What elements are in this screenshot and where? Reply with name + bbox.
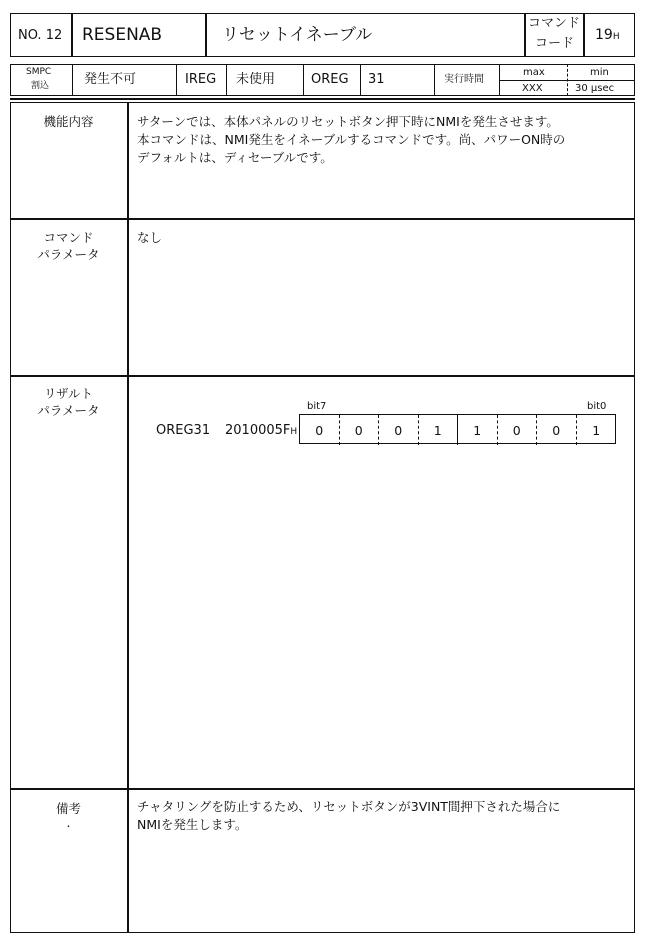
bit-cell: 0: [340, 415, 380, 445]
register-name: OREG31: [156, 423, 211, 438]
remarks-dot: .: [66, 815, 71, 830]
bit-field: [299, 414, 616, 444]
register-address: 2010005FH: [225, 423, 298, 438]
bit-cell: 0: [498, 415, 538, 445]
function-text: サターンでは、本体パネルのリセットボタン押下時にNMIを発生させます。 本コマンドは、NMI発生をイネーブルするコマンドです。尚、パワーON時の デフォルトは、ディセーブルです。: [137, 114, 566, 165]
min-label: min: [590, 67, 609, 78]
oreg-value: 31: [368, 72, 385, 87]
bit-cell: 1: [458, 415, 498, 445]
code-value: 19H: [595, 27, 620, 43]
bit-cell: 1: [419, 415, 459, 445]
code-label-2: コード: [535, 36, 575, 51]
exec-label: 実行時間: [444, 74, 484, 85]
result-param-label: リザルト パラメータ: [37, 386, 100, 418]
command-jp: リセットイネーブル: [222, 25, 373, 45]
bit-high-label: bit7: [307, 401, 327, 412]
max-label: max: [523, 67, 545, 78]
oreg-label: OREG: [311, 72, 349, 87]
code-label-1: コマンド: [528, 16, 581, 31]
function-label: 機能内容: [43, 114, 94, 129]
smpc-label-1: SMPC: [26, 67, 52, 77]
smpc-label-2: 割込: [31, 81, 50, 91]
remarks-text: チャタリングを防止するため、リセットボタンが3VINT間押下された場合に NMIを発生します。: [137, 799, 561, 832]
smpc-value: 発生不可: [84, 72, 137, 87]
bit-low-label: bit0: [587, 401, 607, 412]
bit-cell: 0: [537, 415, 577, 445]
command-name: RESENAB: [82, 25, 163, 45]
min-value: 30 μsec: [575, 83, 615, 94]
bit-cell: 1: [592, 422, 601, 438]
command-param-text: なし: [137, 230, 163, 245]
bit-cell: 0: [300, 415, 340, 445]
command-param-label: コマンド パラメータ: [37, 230, 100, 262]
ireg-value: 未使用: [236, 72, 276, 87]
ireg-label: IREG: [185, 72, 217, 87]
no-label: NO. 12: [18, 28, 63, 43]
max-value: XXX: [522, 83, 543, 94]
bit-cell: 0: [379, 415, 419, 445]
remarks-label: 備考: [55, 801, 81, 816]
